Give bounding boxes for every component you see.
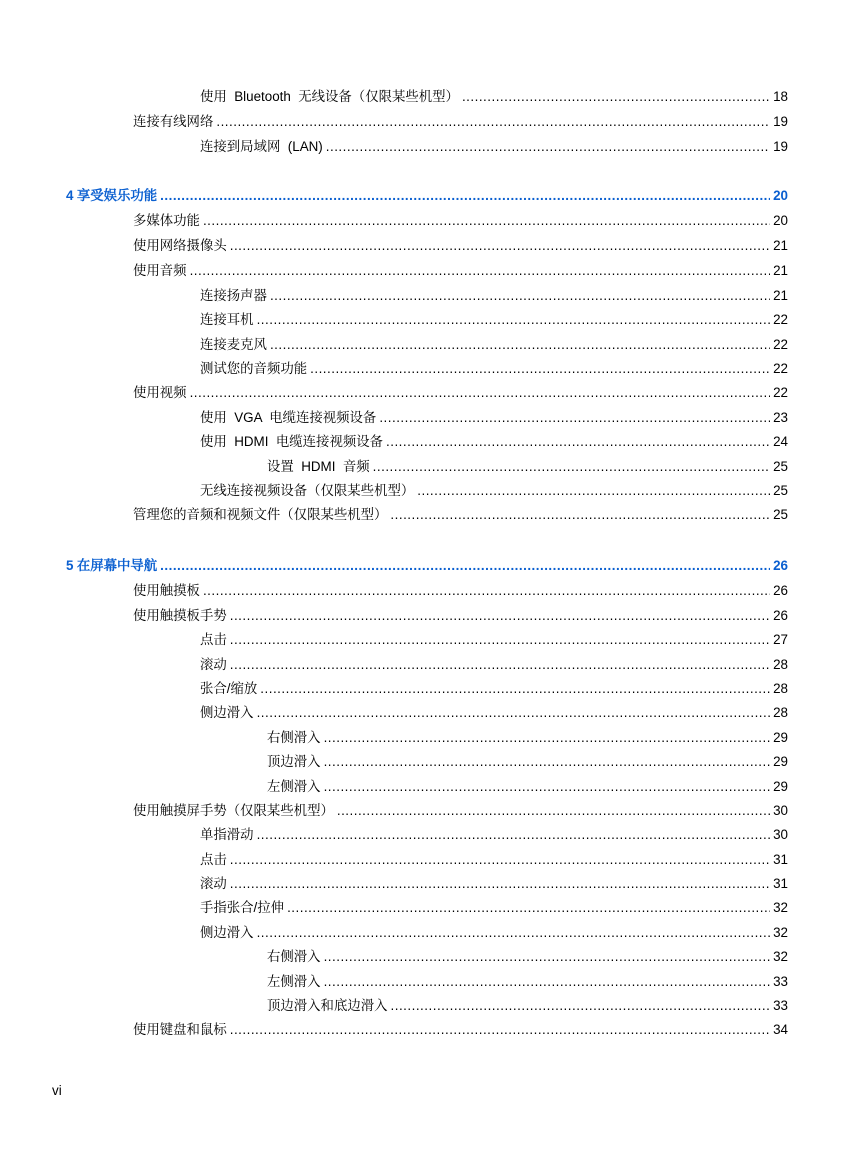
toc-entry-title: 多媒体功能 <box>133 213 200 228</box>
toc-entry[interactable] <box>200 311 788 329</box>
toc-entry-page: 29 <box>773 730 788 745</box>
dot-leader <box>287 899 770 917</box>
dot-leader <box>203 582 770 600</box>
dot-leader <box>324 753 771 771</box>
toc-entry[interactable] <box>200 656 788 674</box>
toc-entry[interactable] <box>200 482 788 500</box>
dot-leader <box>230 1021 770 1039</box>
dot-leader <box>230 631 770 649</box>
toc-entry-title: 使用触摸板手势 <box>133 608 227 623</box>
toc-entry-title: 测试您的音频功能 <box>200 361 308 376</box>
toc-entry-title: 连接有线网络 <box>133 114 214 129</box>
chapter-entry[interactable] <box>66 557 788 575</box>
dot-leader <box>462 88 770 106</box>
dot-leader <box>230 875 770 893</box>
chapter-number: 4 <box>66 188 74 203</box>
toc-entry[interactable] <box>200 680 788 698</box>
toc-entry-title: 在屏幕中导航 <box>76 558 158 573</box>
toc-entry[interactable] <box>267 948 788 966</box>
dot-leader <box>324 948 771 966</box>
dot-leader <box>391 997 771 1015</box>
toc-entry[interactable] <box>200 88 788 106</box>
toc-entry[interactable] <box>200 360 788 378</box>
toc-entry-title: 无线连接视频设备（仅限某些机型） <box>200 483 415 498</box>
toc-entry[interactable] <box>267 973 788 991</box>
toc-entry[interactable] <box>133 384 788 402</box>
toc-entry[interactable] <box>133 1021 788 1039</box>
dot-leader <box>326 138 770 156</box>
toc-entry-page: 22 <box>773 361 788 376</box>
toc-entry[interactable] <box>133 113 788 131</box>
toc-entry-title: 使用触摸屏手势（仅限某些机型） <box>133 803 334 818</box>
toc-entry-page: 26 <box>773 608 788 623</box>
toc-entry-title: 使用视频 <box>133 385 187 400</box>
dot-leader <box>230 237 770 255</box>
toc-entry-page: 29 <box>773 754 788 769</box>
toc-entry[interactable] <box>267 458 788 476</box>
toc-entry-title: 顶边滑入 <box>267 754 321 769</box>
chapter-entry[interactable] <box>66 187 788 205</box>
toc-entry-title: 顶边滑入和底边滑入 <box>267 998 388 1013</box>
toc-entry-page: 30 <box>773 827 788 842</box>
toc-entry-page: 29 <box>773 779 788 794</box>
toc-entry-page: 26 <box>773 558 788 573</box>
toc-entry-title: 点击 <box>200 632 227 647</box>
dot-leader <box>337 802 770 820</box>
toc-entry-page: 23 <box>773 410 788 425</box>
toc-entry-page: 21 <box>773 238 788 253</box>
toc-entry-page: 34 <box>773 1022 788 1037</box>
toc-entry-page: 19 <box>773 139 788 154</box>
toc-entry-page: 30 <box>773 803 788 818</box>
toc-entry[interactable] <box>267 753 788 771</box>
toc-entry-title: 滚动 <box>200 657 227 672</box>
dot-leader <box>373 458 770 476</box>
toc-entry[interactable] <box>200 826 788 844</box>
toc-entry-page: 28 <box>773 705 788 720</box>
dot-leader <box>260 680 770 698</box>
toc-entry[interactable] <box>133 237 788 255</box>
toc-entry-page: 32 <box>773 925 788 940</box>
toc-entry-title: 滚动 <box>200 876 227 891</box>
toc-entry-title: 连接到局域网 (LAN) <box>200 139 323 154</box>
dot-leader <box>390 506 770 524</box>
toc-entry[interactable] <box>200 138 788 156</box>
page-number-footer: vi <box>52 1083 62 1098</box>
dot-leader <box>230 607 770 625</box>
toc-entry[interactable] <box>133 506 788 524</box>
dot-leader <box>230 656 770 674</box>
dot-leader <box>310 360 770 378</box>
toc-entry-title: 使用触摸板 <box>133 583 200 598</box>
toc-entry[interactable] <box>200 287 788 305</box>
toc-entry-page: 31 <box>773 876 788 891</box>
toc-entry-page: 25 <box>773 459 788 474</box>
toc-entry[interactable] <box>133 212 788 230</box>
dot-leader <box>386 433 770 451</box>
toc-entry[interactable] <box>133 802 788 820</box>
dot-leader <box>160 557 770 575</box>
toc-entry-page: 28 <box>773 657 788 672</box>
toc-entry-page: 25 <box>773 507 788 522</box>
toc-entry-title: 侧边滑入 <box>200 925 254 940</box>
toc-entry-page: 33 <box>773 974 788 989</box>
toc-entry[interactable] <box>133 607 788 625</box>
toc-entry-title: 点击 <box>200 852 227 867</box>
dot-leader <box>216 113 770 131</box>
toc-entry[interactable] <box>200 336 788 354</box>
dot-leader <box>160 187 770 205</box>
toc-entry-title: 侧边滑入 <box>200 705 254 720</box>
toc-entry-title: 左侧滑入 <box>267 779 321 794</box>
chapter-number: 5 <box>66 558 74 573</box>
toc-entry[interactable] <box>133 582 788 600</box>
dot-leader <box>324 973 771 991</box>
toc-entry-page: 33 <box>773 998 788 1013</box>
dot-leader <box>257 704 771 722</box>
toc-entry-title: 连接扬声器 <box>200 288 267 303</box>
toc-entry-title: 管理您的音频和视频文件（仅限某些机型） <box>133 507 388 522</box>
toc-entry-page: 32 <box>773 949 788 964</box>
toc-entry[interactable] <box>267 778 788 796</box>
dot-leader <box>203 212 770 230</box>
toc-entry-title: 手指张合/拉伸 <box>200 900 285 915</box>
toc-entry[interactable] <box>267 729 788 747</box>
toc-entry-page: 22 <box>773 312 788 327</box>
dot-leader <box>257 311 771 329</box>
toc-entry-title: 使用网络摄像头 <box>133 238 227 253</box>
toc-entry[interactable] <box>267 997 788 1015</box>
toc-entry-title: 右侧滑入 <box>267 949 321 964</box>
toc-entry-title: 单指滑动 <box>200 827 254 842</box>
toc-entry-page: 21 <box>773 288 788 303</box>
dot-leader <box>257 924 771 942</box>
toc-entry-title: 左侧滑入 <box>267 974 321 989</box>
toc-entry-title: 张合/缩放 <box>200 681 258 696</box>
toc-entry-page: 25 <box>773 483 788 498</box>
toc-entry-title: 设置 HDMI 音频 <box>267 459 370 474</box>
toc-entry-page: 31 <box>773 852 788 867</box>
dot-leader <box>190 262 771 280</box>
toc-entry-page: 22 <box>773 337 788 352</box>
toc-entry[interactable] <box>200 704 788 722</box>
toc-entry[interactable] <box>200 899 788 917</box>
toc-entry-title: 使用音频 <box>133 263 187 278</box>
toc-entry-page: 20 <box>773 213 788 228</box>
dot-leader <box>270 336 770 354</box>
dot-leader <box>230 851 770 869</box>
dot-leader <box>324 729 771 747</box>
toc-entry-page: 20 <box>773 188 788 203</box>
toc-entry-title: 使用 HDMI 电缆连接视频设备 <box>200 434 384 449</box>
toc-entry[interactable] <box>200 851 788 869</box>
toc-entry-page: 26 <box>773 583 788 598</box>
dot-leader <box>417 482 770 500</box>
dot-leader <box>270 287 770 305</box>
toc-entry[interactable] <box>200 433 788 451</box>
toc-entry-page: 32 <box>773 900 788 915</box>
dot-leader <box>379 409 770 427</box>
toc-entry-title: 右侧滑入 <box>267 730 321 745</box>
dot-leader <box>324 778 771 796</box>
toc-entry[interactable] <box>200 924 788 942</box>
toc-entry[interactable] <box>200 875 788 893</box>
toc-entry-page: 24 <box>773 434 788 449</box>
toc-entry[interactable] <box>200 409 788 427</box>
toc-entry[interactable] <box>133 262 788 280</box>
dot-leader <box>257 826 771 844</box>
toc-entry-title: 享受娱乐功能 <box>76 188 158 203</box>
toc-entry-page: 19 <box>773 114 788 129</box>
toc-entry-page: 21 <box>773 263 788 278</box>
toc-entry-title: 使用键盘和鼠标 <box>133 1022 227 1037</box>
toc-entry-title: 连接耳机 <box>200 312 254 327</box>
toc-entry-page: 18 <box>773 89 788 104</box>
toc-entry-title: 连接麦克风 <box>200 337 267 352</box>
toc-entry-title: 使用 Bluetooth 无线设备（仅限某些机型） <box>200 89 459 104</box>
toc-entry-page: 22 <box>773 385 788 400</box>
toc-entry-title: 使用 VGA 电缆连接视频设备 <box>200 410 377 425</box>
toc-entry-page: 27 <box>773 632 788 647</box>
toc-entry-page: 28 <box>773 681 788 696</box>
dot-leader <box>190 384 771 402</box>
toc-entry[interactable] <box>200 631 788 649</box>
